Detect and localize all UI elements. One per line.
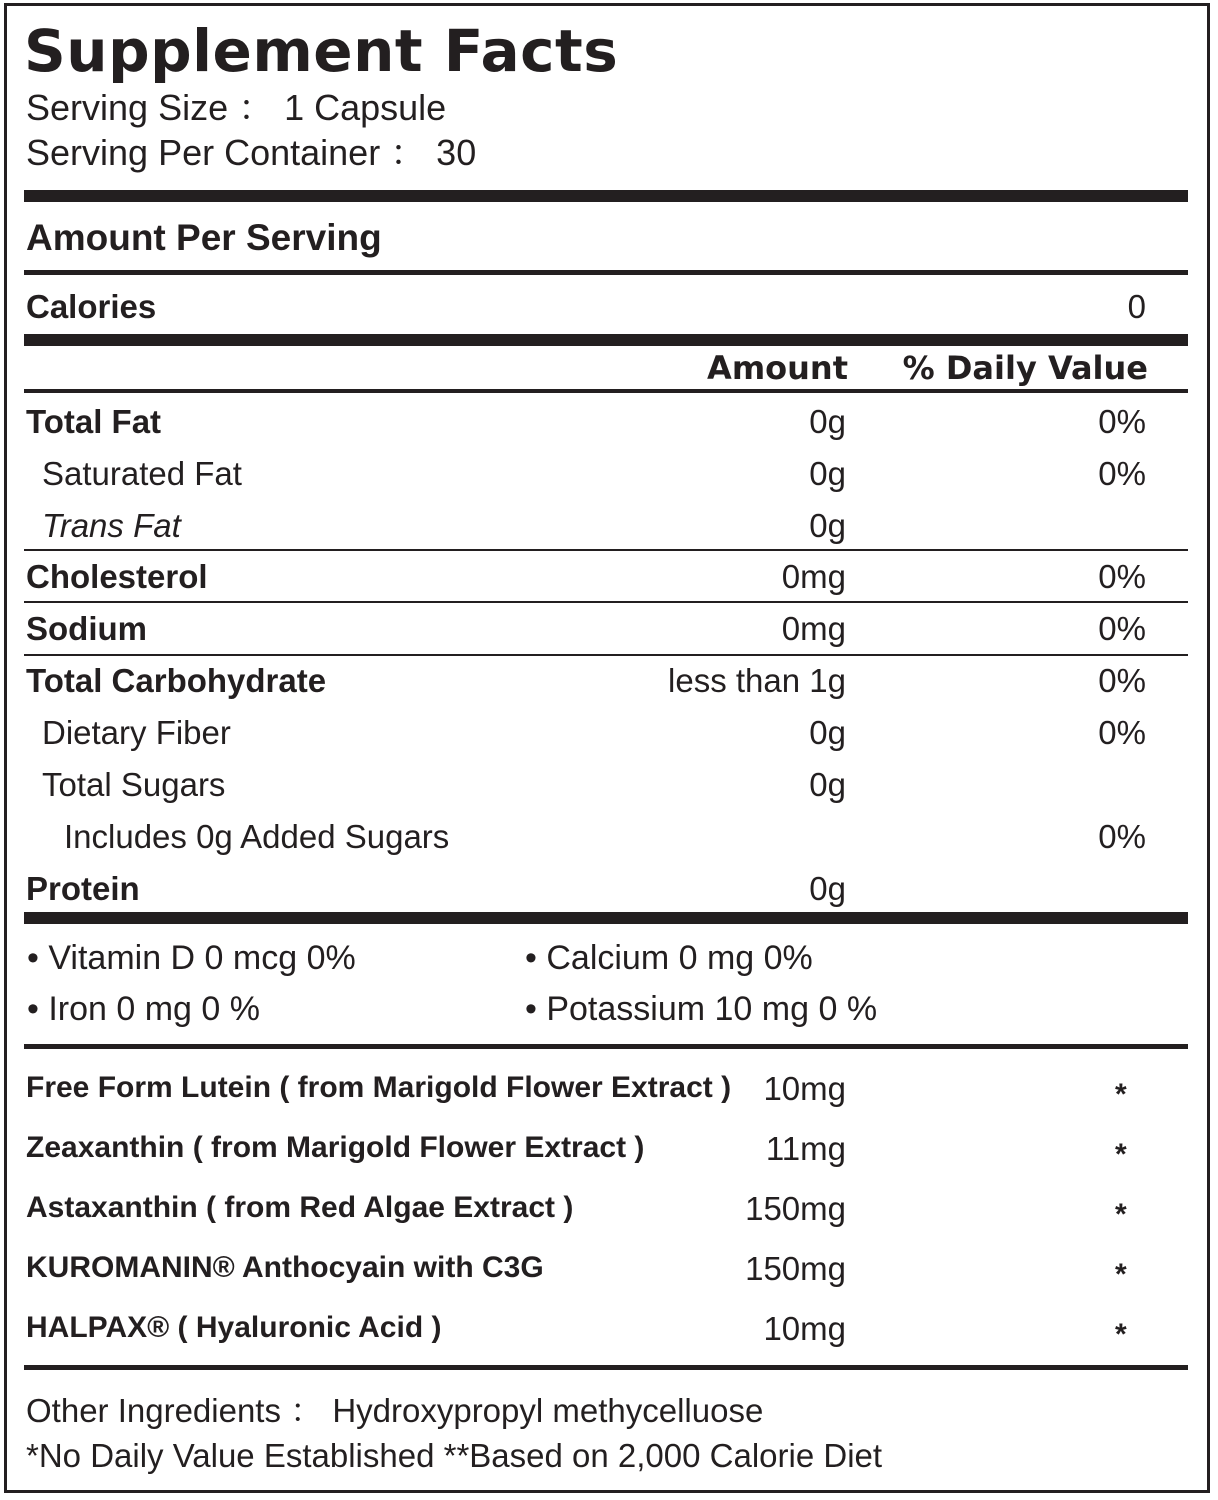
divider [24, 270, 1188, 275]
nutrient-amount: 0g [809, 507, 846, 544]
ingredient-amount: 10mg [763, 1070, 846, 1107]
ingredient-amount: 11mg [765, 1130, 846, 1167]
footnote: *No Daily Value Established **Based on 2,000 Calorie Diet [26, 1437, 883, 1474]
nutrient-name: Dietary Fiber [42, 714, 231, 751]
nutrient-daily-value: 0% [1098, 455, 1146, 492]
calories-label: Calories [26, 288, 157, 325]
ingredient-amount: 150mg [745, 1190, 846, 1227]
ingredient-name: HALPAX® ( Hyaluronic Acid ) [26, 1311, 442, 1344]
nutrient-daily-value: 0% [1098, 714, 1146, 751]
ingredient-daily-value: * [1115, 1198, 1127, 1231]
other-ingredients: Other Ingredients ： Hydroxypropyl methycelluose [26, 1392, 764, 1429]
nutrient-amount: 0g [809, 714, 846, 751]
vitamin-item: • Vitamin D 0 mcg 0% [27, 939, 356, 977]
nutrient-amount: 0mg [781, 610, 846, 647]
nutrient-daily-value: 0% [1098, 558, 1146, 595]
label-title: Supplement Facts [24, 17, 619, 85]
ingredient-daily-value: * [1115, 1138, 1127, 1171]
divider [24, 1044, 1188, 1049]
servings-per-container: Serving Per Container ： 30 [26, 132, 477, 173]
divider [24, 389, 1188, 393]
vitamin-item: • Potassium 10 mg 0 % [525, 990, 878, 1028]
ingredient-name: KUROMANIN® Anthocyain with C3G [26, 1251, 544, 1284]
nutrient-name: Total Sugars [42, 766, 226, 803]
serving-size: Serving Size ： 1 Capsule [26, 87, 447, 128]
thick-divider [24, 190, 1188, 202]
calories-value: 0 [1127, 288, 1146, 325]
nutrient-amount: 0g [809, 403, 846, 440]
nutrient-name: Total Carbohydrate [26, 662, 327, 699]
amount-column-header: Amount [707, 349, 848, 387]
ingredient-amount: 10mg [763, 1310, 846, 1347]
ingredient-daily-value: * [1115, 1318, 1127, 1351]
nutrient-name: Includes 0g Added Sugars [64, 818, 450, 855]
nutrient-name: Trans Fat [42, 507, 181, 544]
nutrient-amount: 0g [809, 870, 846, 907]
divider [24, 654, 1188, 656]
nutrient-name: Total Fat [26, 403, 162, 440]
nutrient-amount: less than 1g [668, 662, 846, 699]
ingredient-name: Astaxanthin ( from Red Algae Extract ) [26, 1191, 574, 1224]
ingredient-amount: 150mg [745, 1250, 846, 1287]
divider [24, 1365, 1188, 1370]
thick-divider [24, 912, 1188, 924]
nutrient-name: Cholesterol [26, 558, 208, 595]
divider [24, 601, 1188, 603]
nutrient-amount: 0g [809, 766, 846, 803]
nutrient-amount: 0mg [781, 558, 846, 595]
ingredient-daily-value: * [1115, 1258, 1127, 1291]
nutrient-daily-value: 0% [1098, 403, 1146, 440]
ingredient-name: Free Form Lutein ( from Marigold Flower Extract ) [26, 1071, 732, 1104]
vitamin-item: • Iron 0 mg 0 % [27, 990, 261, 1028]
nutrient-daily-value: 0% [1098, 610, 1146, 647]
nutrient-amount: 0g [809, 455, 846, 492]
thick-divider [24, 334, 1188, 346]
nutrient-name: Sodium [26, 610, 147, 647]
amount-per-serving-heading: Amount Per Serving [26, 217, 382, 258]
ingredient-daily-value: * [1115, 1078, 1127, 1111]
nutrient-name: Saturated Fat [42, 455, 242, 492]
nutrient-daily-value: 0% [1098, 662, 1146, 699]
vitamin-item: • Calcium 0 mg 0% [525, 939, 813, 977]
divider [24, 549, 1188, 551]
nutrient-name: Protein [26, 870, 140, 907]
nutrient-daily-value: 0% [1098, 818, 1146, 855]
daily-value-column-header: % Daily Value [902, 349, 1148, 387]
ingredient-name: Zeaxanthin ( from Marigold Flower Extract ) [26, 1131, 645, 1164]
